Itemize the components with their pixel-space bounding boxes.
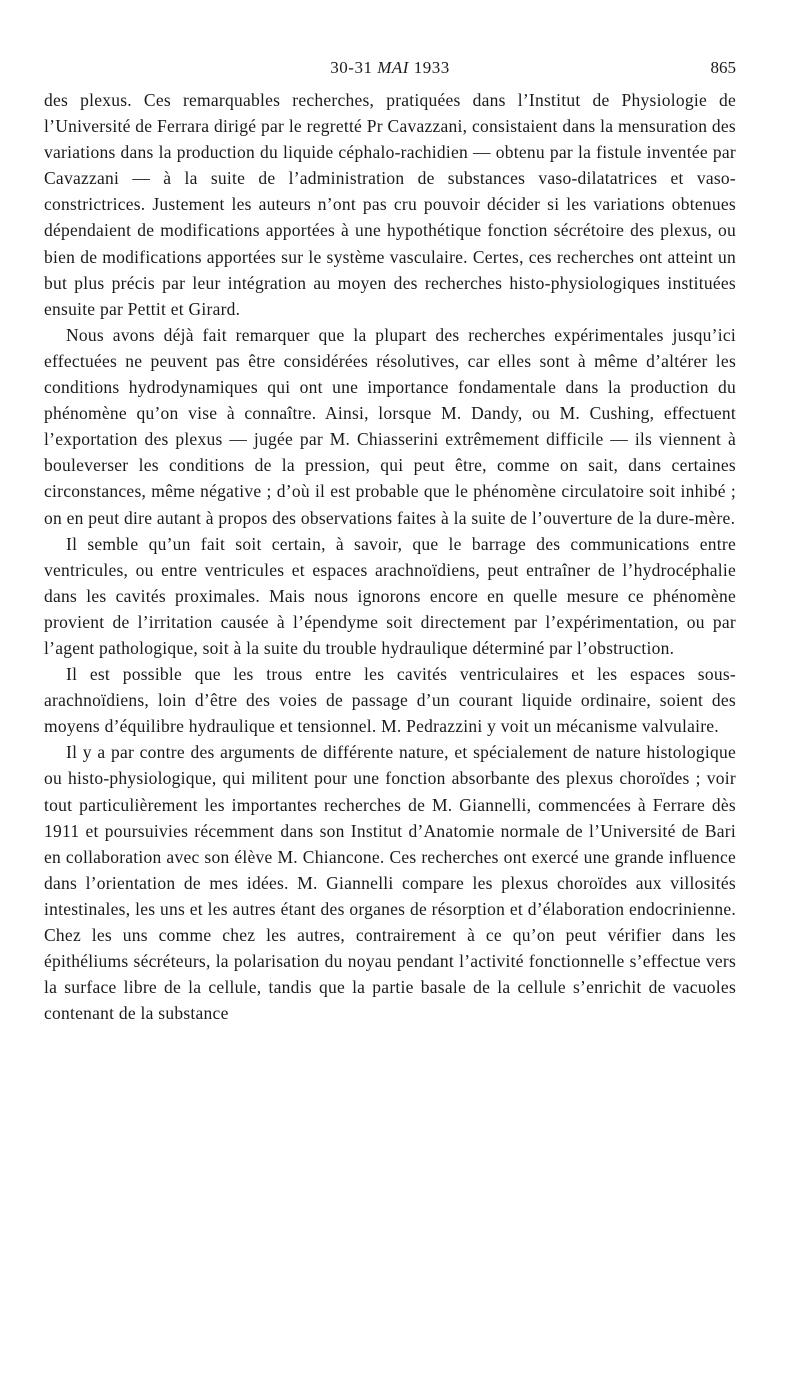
issue-date — [44, 58, 736, 78]
issue-year: 1933 — [413, 58, 450, 77]
paragraph-4: Il est possible que les trous entre les cavités ventriculaires et les espaces sous-arachnoïdiens, loin d’être des voies de passage d’un courant liquide ordinaire, soient des moyens d’équilibre hydraulique et tensionnel. M. Pedrazzini y voit un mécanisme valvulaire. — [44, 664, 736, 737]
paragraph-5: Il y a par contre des arguments de différente nature, et spécialement de nature histologique ou histo-physiologique, qui militent pour une fonction absorbante des plexus choroïdes ; voir tout particulièrement les importantes recherches de M. Giannelli, commencées à Ferrare dès 1911 et poursuivies récemment dans son Institut d’Anatomie normale de l’Université de Bari en collaboration avec son élève M. Chiancone. Ces recherches ont exercé une grande influence dans l’orientation de mes idées. M. Giannelli compare les plexus choroïdes aux villosités intestinales, les uns et les autres étant des organes de résorption et d’élaboration endocrinienne. Chez les uns comme chez les autres, contrairement à ce qu’on peut vérifier dans les épithéliums sécréteurs, la polarisation du noyau pendant l’activité fonctionnelle s’effectue vers la surface libre de la cellule, tandis que la partie basale de la cellule s’enrichit de vacuoles contenant de la substance — [44, 742, 736, 1024]
running-head — [44, 58, 736, 84]
paragraph-1: des plexus. Ces remarquables recherches, pratiquées dans l’Institut de Physiologie de l’Université de Ferrara dirigé par le regretté Pr Cavazzani, consistaient dans la mensuration des variations dans la production du liquide céphalo-rachidien — obtenu par la fistule inventée par Cavazzani — à la suite de l’administration de substances vaso-dilatatrices et vaso-constrictrices. Justement les auteurs n’ont pas cru pouvoir décider si les variations obtenues dépendaient de modifications apportées à une hypothétique fonction sécrétoire des plexus, ou bien de modifications apportées sur le système vasculaire. Certes, ces recherches ont atteint un but plus précis par leur intégration au moyen des recherches histo-physiologiques instituées ensuite par Pettit et Girard. — [44, 90, 736, 319]
page-number: 865 — [710, 58, 736, 77]
paragraph-2: Nous avons déjà fait remarquer que la plupart des recherches expérimentales jusqu’ici effectuées ne peuvent pas être considérées résolutives, car elles sont à même d’altérer les conditions hydrodynamiques qui ont une importance fondamentale dans la production du phénomène qu’on vise à connaître. Ainsi, lorsque M. Dandy, ou M. Cushing, effectuent l’exportation des plexus — jugée par M. Chiasserini extrêmement difficile — ils viennent à bouleverser les conditions de la pression, qui peut être, comme on sait, dans certaines circonstances, même négative ; d’où il est probable que le phénomène circulatoire soit inhibé ; on en peut dire autant à propos des observations faites à la suite de l’ouverture de la dure-mère. — [44, 324, 736, 528]
issue-month: MAI — [377, 58, 409, 77]
article-body — [44, 87, 736, 1026]
issue-days: 30-31 — [330, 58, 373, 77]
paragraph-3: Il semble qu’un fait soit certain, à savoir, que le barrage des communications entre ventricules, ou entre ventricules et espaces arachnoïdiens, peut entraîner de l’hydrocéphalie dans les cavités proximales. Mais nous ignorons encore en quelle mesure ce phénomène provient de l’irritation causée à l’épendyme soit directement par l’expérimentation, ou par l’agent pathologique, soit à la suite du trouble hydraulique déterminé par l’obstruction. — [44, 533, 736, 658]
